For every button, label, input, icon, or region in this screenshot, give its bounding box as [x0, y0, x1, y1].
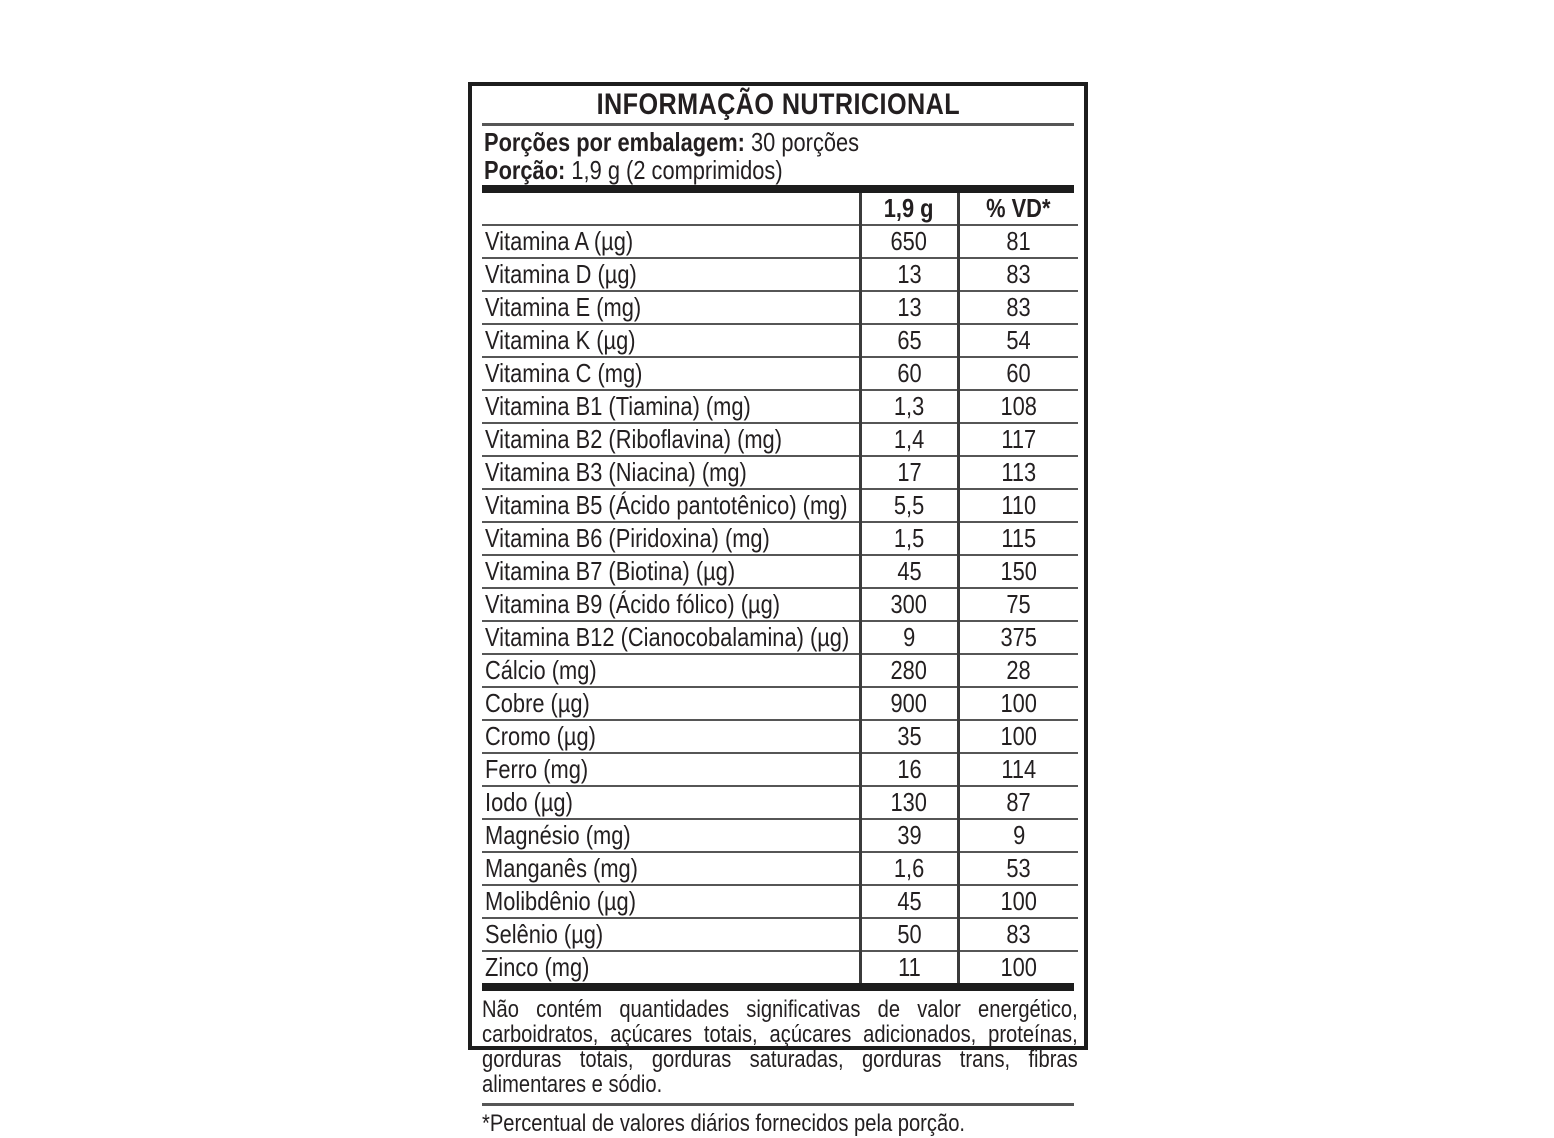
nutrient-row	[482, 489, 1078, 522]
nutrient-row	[482, 852, 1078, 885]
nutrient-name-cell: Cálcio (mg)	[482, 654, 860, 687]
nutrient-row	[482, 423, 1078, 456]
servings-per-package-line	[484, 128, 1074, 156]
nutrition-facts-panel	[468, 82, 1088, 1137]
nutrient-row	[482, 456, 1078, 489]
nutrient-name-cell: Vitamina B9 (Ácido fólico) (µg)	[482, 588, 860, 621]
nutrient-amount-cell: 1,4	[860, 423, 958, 456]
nutrient-dv-cell: 83	[958, 258, 1078, 291]
nutrient-dv-cell: 114	[958, 753, 1078, 786]
nutrient-name-cell: Selênio (µg)	[482, 918, 860, 951]
nutrient-amount-cell: 60	[860, 357, 958, 390]
nutrient-dv-cell: 81	[958, 225, 1078, 258]
nutrient-name-cell: Vitamina A (µg)	[482, 225, 860, 258]
nutrient-amount-cell: 39	[860, 819, 958, 852]
nutrient-dv-cell: 60	[958, 357, 1078, 390]
nutrient-row	[482, 786, 1078, 819]
nutrient-name-cell: Vitamina B7 (Biotina) (µg)	[482, 555, 860, 588]
nutrient-row	[482, 951, 1078, 983]
panel-title	[482, 86, 1074, 123]
nutrient-name-cell: Manganês (mg)	[482, 852, 860, 885]
nutrient-dv-cell: 117	[958, 423, 1078, 456]
nutrient-amount-cell: 13	[860, 291, 958, 324]
nutrient-name-cell: Vitamina C (mg)	[482, 357, 860, 390]
nutrient-dv-cell: 100	[958, 720, 1078, 753]
no-significant-amounts-note	[482, 991, 1078, 1098]
nutrient-amount-cell: 65	[860, 324, 958, 357]
nutrient-dv-cell: 83	[958, 291, 1078, 324]
nutrient-dv-cell: 115	[958, 522, 1078, 555]
nutrient-amount-cell: 45	[860, 885, 958, 918]
nutrient-row	[482, 621, 1078, 654]
nutrient-name-cell: Molibdênio (µg)	[482, 885, 860, 918]
nutrient-row	[482, 819, 1078, 852]
nutrient-dv-cell: 375	[958, 621, 1078, 654]
nutrient-dv-cell: 100	[958, 951, 1078, 983]
serving-size-value: 1,9 g (2 comprimidos)	[571, 155, 783, 185]
nutrient-dv-cell: 113	[958, 456, 1078, 489]
nutrient-name-cell: Cobre (µg)	[482, 687, 860, 720]
header-thick-bar	[482, 185, 1074, 193]
daily-values-footnote	[482, 1106, 1074, 1138]
header-amount-cell: 1,9 g	[860, 193, 958, 225]
nutrient-name-cell: Vitamina B5 (Ácido pantotênico) (mg)	[482, 489, 860, 522]
servings-per-package-label: Porções por embalagem:	[484, 127, 745, 157]
nutrient-name-cell: Vitamina E (mg)	[482, 291, 860, 324]
nutrient-name-cell: Vitamina B3 (Niacina) (mg)	[482, 456, 860, 489]
nutrient-row	[482, 291, 1078, 324]
nutrient-amount-cell: 13	[860, 258, 958, 291]
nutrient-amount-cell: 650	[860, 225, 958, 258]
nutrient-dv-cell: 75	[958, 588, 1078, 621]
nutrient-row	[482, 225, 1078, 258]
header-empty-cell	[482, 193, 860, 225]
nutrient-table-header-row	[482, 193, 1078, 225]
serving-size-label: Porção:	[484, 155, 566, 185]
nutrient-amount-cell: 1,6	[860, 852, 958, 885]
nutrient-row	[482, 720, 1078, 753]
nutrient-amount-cell: 5,5	[860, 489, 958, 522]
header-dv-cell: % VD*	[958, 193, 1078, 225]
nutrient-row	[482, 390, 1078, 423]
nutrient-row	[482, 687, 1078, 720]
no-significant-amounts-text: Não contém quantidades significativas de valor energético, carboidratos, açúcares totais, açúcares adicionados, proteínas, gorduras totais, gorduras saturadas, gorduras trans, fibras alimentares e sódio.	[482, 996, 1078, 1098]
nutrient-name-cell: Iodo (µg)	[482, 786, 860, 819]
nutrient-amount-cell: 16	[860, 753, 958, 786]
nutrient-dv-cell: 110	[958, 489, 1078, 522]
nutrient-dv-cell: 83	[958, 918, 1078, 951]
nutrient-row	[482, 918, 1078, 951]
nutrient-dv-cell: 150	[958, 555, 1078, 588]
nutrient-amount-cell: 17	[860, 456, 958, 489]
nutrient-dv-cell: 53	[958, 852, 1078, 885]
nutrient-row	[482, 522, 1078, 555]
nutrient-dv-cell: 100	[958, 687, 1078, 720]
nutrient-name-cell: Vitamina K (µg)	[482, 324, 860, 357]
nutrient-name-cell: Ferro (mg)	[482, 753, 860, 786]
nutrient-dv-cell: 100	[958, 885, 1078, 918]
nutrient-name-cell: Vitamina B1 (Tiamina) (mg)	[482, 390, 860, 423]
nutrient-name-cell: Vitamina B12 (Cianocobalamina) (µg)	[482, 621, 860, 654]
nutrient-dv-cell: 108	[958, 390, 1078, 423]
nutrient-amount-cell: 1,3	[860, 390, 958, 423]
nutrient-amount-cell: 900	[860, 687, 958, 720]
nutrient-dv-cell: 9	[958, 819, 1078, 852]
nutrient-amount-cell: 9	[860, 621, 958, 654]
nutrient-row	[482, 753, 1078, 786]
footer-thick-bar	[482, 983, 1074, 991]
nutrient-row	[482, 885, 1078, 918]
nutrient-amount-cell: 11	[860, 951, 958, 983]
nutrient-row	[482, 357, 1078, 390]
nutrient-dv-cell: 87	[958, 786, 1078, 819]
nutrient-amount-cell: 130	[860, 786, 958, 819]
nutrient-amount-cell: 35	[860, 720, 958, 753]
nutrient-amount-cell: 45	[860, 555, 958, 588]
nutrient-dv-cell: 28	[958, 654, 1078, 687]
nutrient-name-cell: Cromo (µg)	[482, 720, 860, 753]
panel-title-text: INFORMAÇÃO NUTRICIONAL	[596, 87, 960, 121]
serving-size-line	[484, 156, 1074, 184]
nutrient-row	[482, 258, 1078, 291]
daily-values-footnote-text: *Percentual de valores diários fornecidos pela porção.	[482, 1110, 966, 1137]
serving-info	[482, 126, 1074, 185]
nutrient-name-cell: Zinco (mg)	[485, 952, 590, 982]
nutrient-row	[482, 654, 1078, 687]
nutrient-row	[482, 588, 1078, 621]
nutrient-amount-cell: 1,5	[860, 522, 958, 555]
nutrient-name-cell: Vitamina D (µg)	[482, 258, 860, 291]
nutrient-dv-cell: 54	[958, 324, 1078, 357]
nutrient-name-cell: Magnésio (mg)	[482, 819, 860, 852]
nutrient-amount-cell: 300	[860, 588, 958, 621]
nutrient-name-cell: Vitamina B6 (Piridoxina) (mg)	[482, 522, 860, 555]
nutrient-table	[482, 193, 1078, 983]
servings-per-package-value: 30 porções	[751, 127, 860, 157]
nutrient-amount-cell: 50	[860, 918, 958, 951]
nutrient-amount-cell: 280	[860, 654, 958, 687]
nutrient-row	[482, 555, 1078, 588]
nutrient-name-cell: Vitamina B2 (Riboflavina) (mg)	[482, 423, 860, 456]
nutrient-row	[482, 324, 1078, 357]
nutrient-table-body	[482, 225, 1078, 983]
